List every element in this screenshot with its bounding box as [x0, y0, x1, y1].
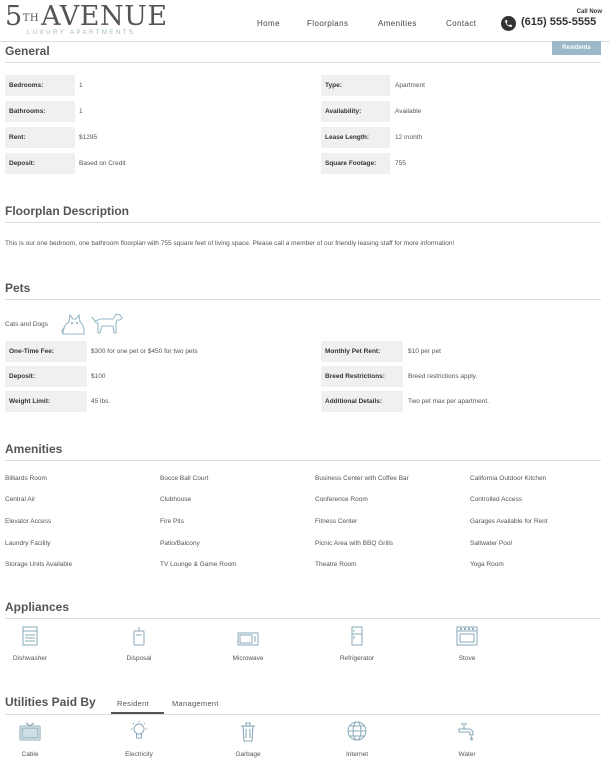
utility-internet	[332, 725, 382, 758]
amenity-item: Fitness Center	[315, 518, 358, 525]
square-footage-value: 755	[395, 160, 406, 167]
amenity-item: Central Air	[5, 496, 36, 503]
additional-details-label: Additional Details:	[321, 391, 403, 412]
bedrooms-label: Bedrooms:	[5, 75, 75, 96]
nav-floorplans[interactable]: Floorplans	[307, 19, 349, 28]
one-time-fee-label: One-Time Fee:	[5, 341, 87, 362]
amenity-item: Fire Pits	[160, 518, 184, 525]
amenity-item: Theatre Room	[315, 561, 357, 568]
bathrooms-label: Bathrooms:	[5, 101, 75, 122]
amenity-item: California Outdoor Kitchen	[470, 475, 547, 482]
type-label: Type:	[321, 75, 390, 96]
one-time-fee-value: $300 for one pet or $450 for two pets	[91, 348, 198, 355]
appliance-refrigerator	[332, 629, 382, 662]
amenity-item: Controlled Access	[470, 496, 523, 503]
amenity-item: Conference Room	[315, 496, 368, 503]
appliance-stove	[442, 629, 492, 662]
refrigerator-icon	[351, 626, 363, 651]
disposal-icon	[133, 626, 145, 651]
appliances-heading: Appliances	[5, 600, 70, 614]
utility-label: Garbage	[235, 751, 261, 758]
appliance-label: Refrigerator	[339, 655, 375, 662]
logo-wordmark: 5THAVENUE	[5, 1, 168, 32]
phone-icon	[501, 16, 516, 31]
appliance-label: Dishwasher	[13, 655, 47, 662]
phone-number[interactable]: (615) 555-5555	[521, 16, 597, 28]
globe-icon	[346, 720, 368, 747]
bathrooms-value: 1	[79, 108, 83, 115]
appliance-label: Disposal	[126, 655, 152, 662]
utility-garbage	[223, 725, 273, 758]
appliance-label: Stove	[458, 655, 476, 662]
monthly-pet-rent-value: $10 per pet	[408, 348, 441, 355]
call-now-label: Call Now	[576, 9, 602, 15]
availability-value: Available	[395, 108, 422, 115]
bedrooms-value: 1	[79, 82, 83, 89]
amenity-item: Bocce Ball Court	[160, 475, 209, 482]
utility-cable	[5, 725, 55, 758]
amenity-item: Billiards Room	[5, 475, 47, 482]
breed-restrictions-label: Breed Restrictions:	[321, 366, 403, 387]
lease-length-value: 12 month	[395, 134, 423, 141]
lightbulb-icon	[128, 720, 150, 747]
divider	[5, 299, 601, 300]
appliance-dishwasher	[5, 629, 55, 662]
tab-management[interactable]: Management	[172, 699, 219, 708]
divider	[5, 460, 601, 461]
utility-label: Water	[458, 751, 476, 758]
nav-contact[interactable]: Contact	[446, 19, 477, 28]
nav-home[interactable]: Home	[257, 19, 280, 28]
weight-limit-value: 45 lbs.	[91, 398, 111, 405]
breed-restrictions-value: Breed restrictions apply.	[408, 373, 478, 380]
additional-details-value: Two pet max per apartment.	[408, 398, 489, 405]
weight-limit-label: Weight Limit:	[5, 391, 87, 412]
divider	[5, 714, 601, 715]
pets-allowed-text: Cats and Dogs	[5, 321, 48, 328]
amenity-item: Garages Available for Rent	[470, 518, 548, 525]
amenity-item: Picnic Area with BBQ Grills	[315, 540, 394, 547]
appliance-microwave	[223, 629, 273, 662]
stove-icon	[456, 626, 478, 651]
description-text: This is our one bedroom, one bathroom floorplan with 755 square feet of living space. Please call a member of our friendly leasing staff for more information!	[5, 240, 455, 247]
divider	[5, 222, 601, 223]
tv-icon	[19, 722, 41, 747]
lease-length-label: Lease Length:	[321, 127, 390, 148]
amenity-item: Saltwater Pool	[470, 540, 512, 547]
utility-label: Cable	[21, 751, 39, 758]
amenity-item: Business Center with Coffee Bar	[315, 475, 409, 482]
deposit-label: Deposit:	[5, 153, 75, 174]
dishwasher-icon	[22, 626, 38, 651]
logo[interactable]	[5, 1, 168, 38]
pets-heading: Pets	[5, 281, 31, 295]
tab-resident[interactable]: Resident	[117, 699, 150, 708]
amenity-item: Elevator Access	[5, 518, 52, 525]
appliance-disposal	[114, 629, 164, 662]
residents-button[interactable]: Residents	[552, 41, 601, 55]
site-header	[0, 0, 610, 42]
cat-icon	[60, 310, 86, 341]
divider	[5, 618, 601, 619]
faucet-icon	[456, 720, 478, 747]
amenity-item: Yoga Room	[470, 561, 504, 568]
divider	[5, 62, 601, 63]
description-heading: Floorplan Description	[5, 204, 130, 218]
utility-label: Electricity	[125, 751, 153, 758]
rent-label: Rent:	[5, 127, 75, 148]
availability-label: Availability:	[321, 101, 390, 122]
square-footage-label: Square Footage:	[321, 153, 390, 174]
deposit-value: Based on Credit	[79, 160, 126, 167]
amenities-heading: Amenities	[5, 442, 63, 456]
utility-label: Internet	[345, 751, 369, 758]
amenity-item: Laundry Facility	[5, 540, 51, 547]
utility-electricity	[114, 725, 164, 758]
pet-deposit-value: $100	[91, 373, 106, 380]
dog-icon	[91, 311, 125, 340]
nav-amenities[interactable]: Amenities	[378, 19, 417, 28]
utility-water	[442, 725, 492, 758]
rent-value: $1295	[79, 134, 98, 141]
appliance-label: Microwave	[232, 655, 264, 662]
pet-deposit-label: Deposit:	[5, 366, 87, 387]
trash-icon	[240, 722, 256, 747]
amenity-item: Clubhouse	[160, 496, 192, 503]
amenity-item: TV Lounge & Game Room	[160, 561, 237, 568]
amenity-item: Patio/Balcony	[160, 540, 200, 547]
type-value: Apartment	[395, 82, 425, 89]
general-heading: General	[5, 44, 50, 58]
monthly-pet-rent-label: Monthly Pet Rent:	[321, 341, 403, 362]
microwave-icon	[237, 632, 259, 651]
utilities-heading: Utilities Paid By	[5, 695, 96, 709]
amenity-item: Storage Units Available	[5, 561, 73, 568]
logo-tagline: LUXURY APARTMENTS	[27, 30, 136, 36]
